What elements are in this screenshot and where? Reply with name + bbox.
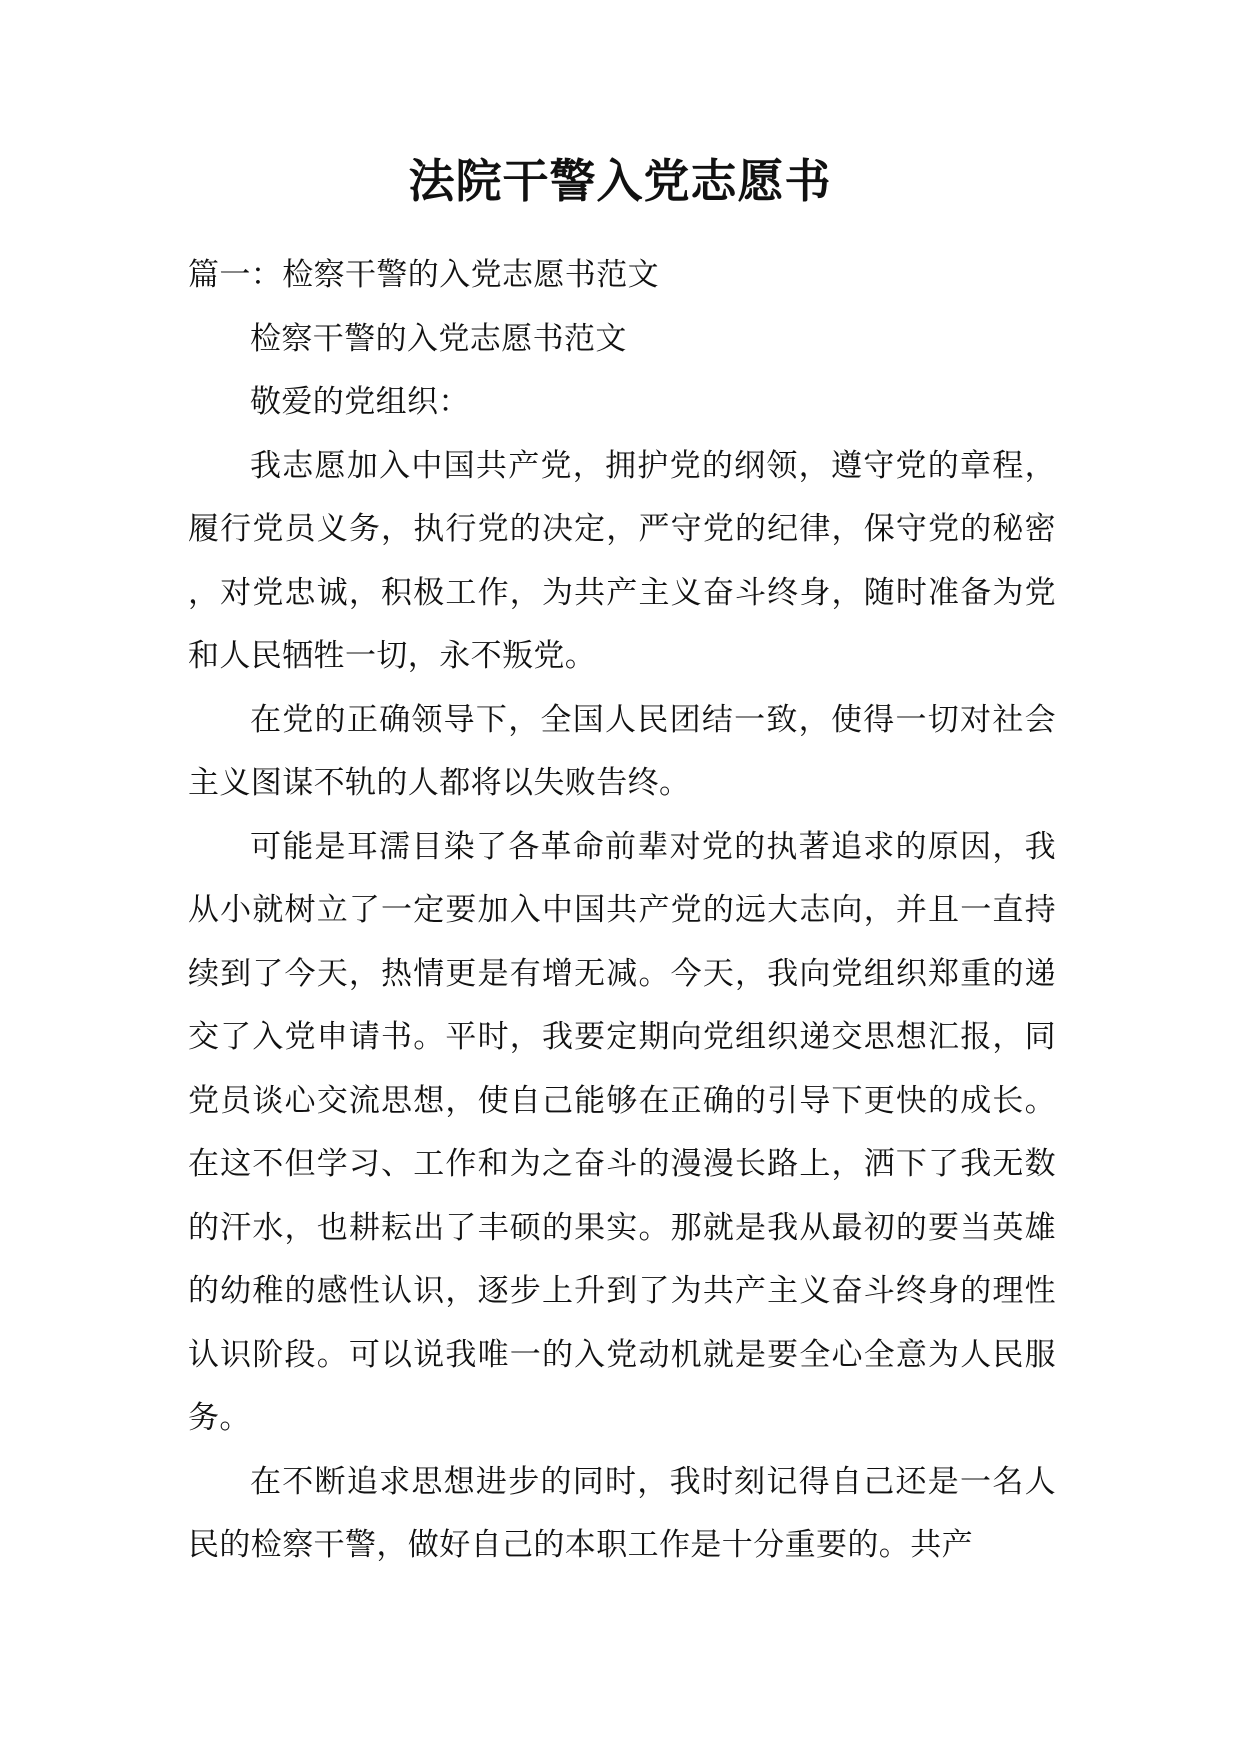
subtitle-paragraph: 检察干警的入党志愿书范文 <box>250 320 627 357</box>
body-paragraph: 在党的正确领导下，全国人民团结一致，使得一切对社会主义图谋不轨的人都将以失败告终。 <box>188 701 1056 801</box>
salutation-paragraph: 敬爱的党组织： <box>250 384 470 420</box>
document-body <box>188 244 1056 1578</box>
oath-paragraph: 我志愿加入中国共产党，拥护党的纲领，遵守党的章程，履行党员义务，执行党的决定，严守党的纪律，保守党的秘密，对党忠诚，积极工作，为共产主义奋斗终身，随时准备为党和人民牺牲一切，永不叛党。 <box>188 447 1056 674</box>
body-paragraph: 在不断追求思想进步的同时，我时刻记得自己还是一名人民的检察干警，做好自己的本职工作是十分重要的。共产 <box>188 1463 1056 1563</box>
section-heading: 篇一：检察干警的入党志愿书范文 <box>188 257 659 293</box>
document-title: 法院干警入党志愿书 <box>408 154 832 208</box>
body-paragraph: 可能是耳濡目染了各革命前辈对党的执著追求的原因，我从小就树立了一定要加入中国共产党的远大志向，并且一直持续到了今天，热情更是有增无减。今天，我向党组织郑重的递交了入党申请书。平时，我要定期向党组织递交思想汇报，同党员谈心交流思想，使自己能够在正确的引导下更快的成长。在这不但学习、工作和为之奋斗的漫漫长路上，洒下了我无数的汗水，也耕耘出了丰硕的果实。那就是我从最初的要当英雄的幼稚的感性认识，逐步上升到了为共产主义奋斗终身的理性认识阶段。可以说我唯一的入党动机就是要全心全意为人民服务。 <box>188 828 1056 1436</box>
